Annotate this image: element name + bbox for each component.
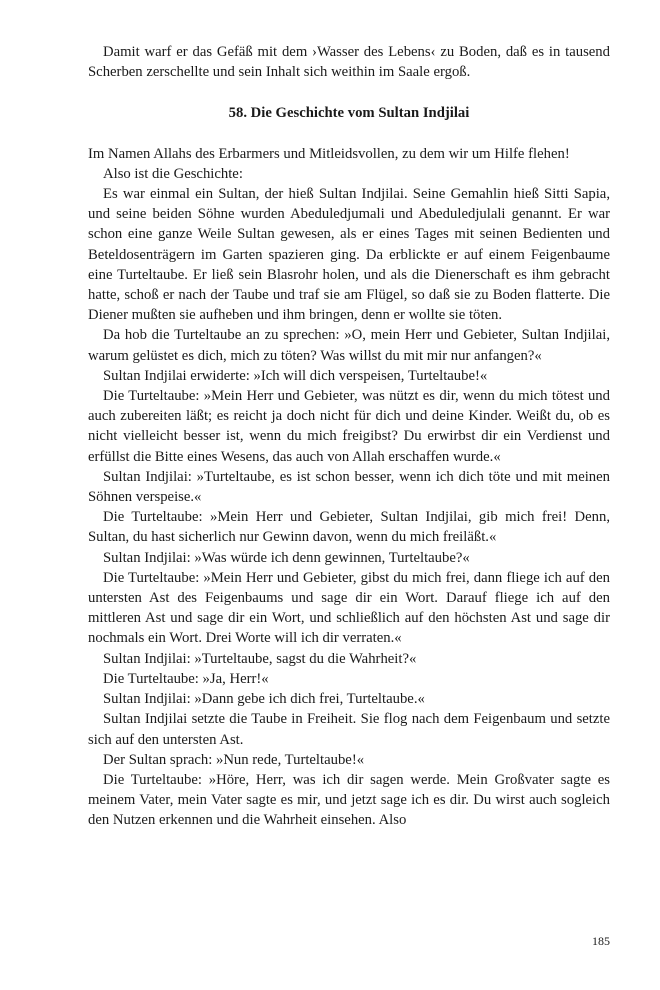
opening-paragraph: Damit warf er das Gefäß mit dem ›Wasser des Lebens‹ zu Boden, daß es in tausend Scherben zerschellte und sein Inhalt sich weithin im Saale ergoß. [88, 44, 610, 81]
paragraph: Sultan Indjilai erwiderte: »Ich will dich verspeisen, Turteltaube!« [103, 367, 488, 384]
paragraph: Die Turteltaube: »Höre, Herr, was ich dir sagen werde. Mein Großvater sagte es meinem Vater, mein Vater sagte es mir, und jetzt sage ich es dir. Du wirst auch sogleich den Nutzen erkennen und die Wahrheit einsehen. Also [88, 771, 610, 829]
paragraph: Die Turteltaube: »Mein Herr und Gebieter, gibst du mich frei, dann fliege ich auf den untersten Ast des Feigenbaums und sage dir ein Wort. Darauf fliege ich auf den mittleren Ast und sage dir ein Wort, und schließlich auf den höchsten Ast und sage dir nochmals ein Wort. Drei Worte will ich dir verraten.« [88, 569, 610, 647]
paragraph: Sultan Indjilai: »Dann gebe ich dich frei, Turteltaube.« [103, 691, 425, 708]
paragraph: Es war einmal ein Sultan, der hieß Sultan Indjilai. Seine Gemahlin hieß Sitti Sapia, und seine beiden Söhne wurden Abeduledjumali und Abeduledjulali genannt. Er war schon eine ganze Weile Sultan gewesen, als er eines Tages mit seinen Bedienten und Beteldosenträgern im Garten spazieren ging. Da erblickte er auf einem Feigenbaume eine Turteltaube. Er ließ sein Blasrohr holen, und als die Dienerschaft es ihm gebracht hatte, schoß er nach der Taube und traf sie am Flügel, so daß sie zu Boden flatterte. Die Diener mußten sie aufheben und ihm bringen, denn er wollte sie töten. [88, 186, 610, 324]
paragraph: Sultan Indjilai: »Was würde ich denn gewinnen, Turteltaube?« [103, 549, 470, 566]
paragraph: Sultan Indjilai: »Turteltaube, es ist schon besser, wenn ich dich töte und mit meinen Söhnen verspeise.« [88, 468, 610, 506]
paragraph: Sultan Indjilai setzte die Taube in Freiheit. Sie flog nach dem Feigenbaum und setzte sich auf den untersten Ast. [88, 711, 610, 748]
paragraph-invocation: Im Namen Allahs des Erbarmers und Mitleidsvollen, zu dem wir um Hilfe flehen! [88, 145, 570, 162]
paragraph: Die Turteltaube: »Ja, Herr!« [103, 670, 269, 687]
paragraph: Die Turteltaube: »Mein Herr und Gebieter, was nützt es dir, wenn du mich tötest und auch zubereiten läßt; es reicht ja doch nicht für dich und deine Kinder. Weißt du, ob es nicht vielleicht besser ist, wenn du mich freigibst? Du erwirbst dir ein Verdienst und erfüllst die Bitte eines Wesens, das auch von Allah erschaffen wurde.« [88, 388, 610, 465]
paragraph: Die Turteltaube: »Mein Herr und Gebieter, Sultan Indjilai, gib mich frei! Denn, Sultan, du hast sicherlich nur Gewinn davon, wenn du mich freiläßt.« [88, 509, 610, 546]
page-number: 185 [592, 934, 610, 948]
chapter-title: 58. Die Geschichte vom Sultan Indjilai [228, 105, 470, 122]
paragraph: Der Sultan sprach: »Nun rede, Turteltaube!« [103, 751, 365, 768]
paragraph: Sultan Indjilai: »Turteltaube, sagst du die Wahrheit?« [103, 650, 417, 667]
paragraph: Da hob die Turteltaube an zu sprechen: »O, mein Herr und Gebieter, Sultan Indjilai, warum gelüstet es dich, mich zu töten? Was willst du mit mir nur anfangen?« [88, 327, 610, 364]
page-body [88, 42, 610, 831]
paragraph: Also ist die Geschichte: [103, 165, 243, 182]
